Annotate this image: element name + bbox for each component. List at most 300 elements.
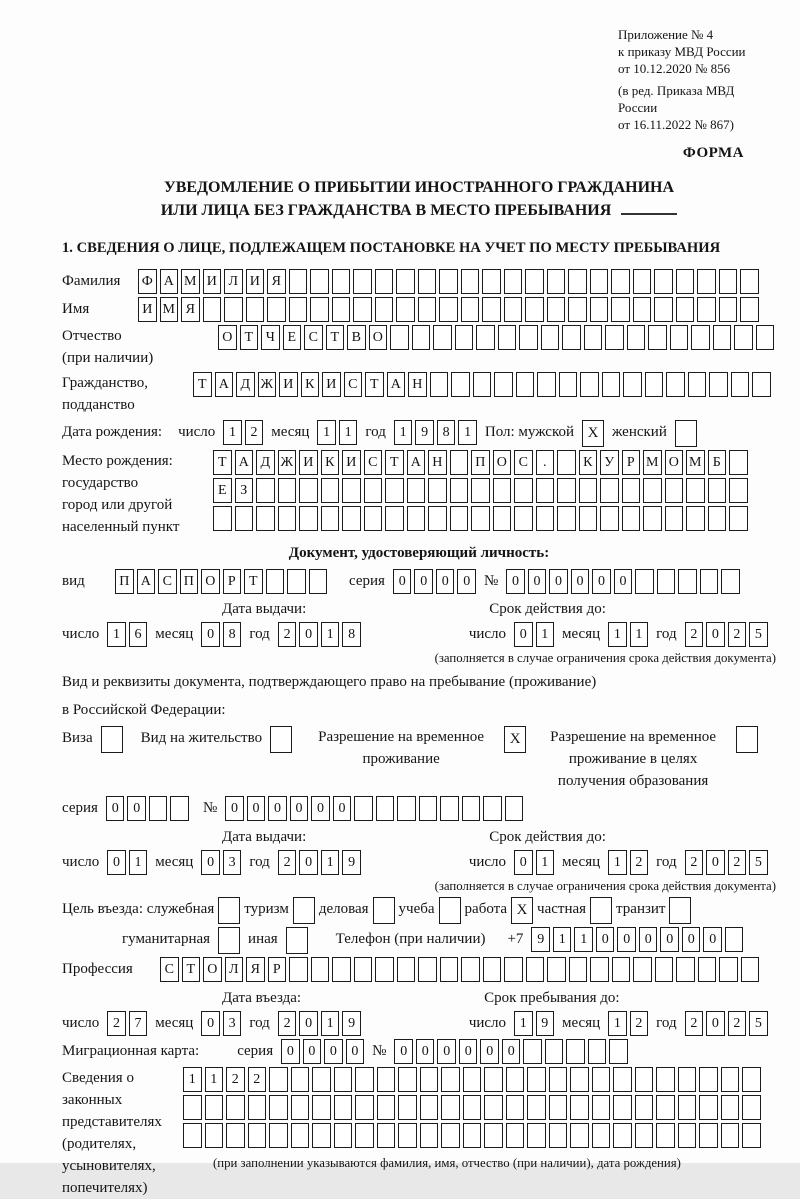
doc-valid-month-cell-1[interactable]: 1: [608, 622, 627, 647]
profession-cell-12[interactable]: [397, 957, 416, 982]
migration-card-number-cell-5[interactable]: 0: [480, 1039, 499, 1064]
legal-representatives-line3-cell-20[interactable]: [592, 1123, 611, 1148]
given-name-cell-8[interactable]: [289, 297, 308, 322]
legal-representatives-line1-cell-8[interactable]: [334, 1067, 353, 1092]
legal-representatives-line2-cell-24[interactable]: [678, 1095, 697, 1120]
legal-representatives-line1-cell-10[interactable]: [377, 1067, 396, 1092]
migration-card-number-cell-6[interactable]: 0: [502, 1039, 521, 1064]
given-name-cell-6[interactable]: [246, 297, 265, 322]
profession-cell-7[interactable]: [289, 957, 308, 982]
surname-cell-2[interactable]: А: [160, 269, 179, 294]
birth-place-line1-cell-6[interactable]: К: [321, 450, 340, 475]
permit-valid-month-cell-2[interactable]: 2: [630, 850, 649, 875]
given-name-cell-15[interactable]: [439, 297, 458, 322]
legal-representatives-line3-cell-17[interactable]: [527, 1123, 546, 1148]
legal-representatives-line1-cell-15[interactable]: [484, 1067, 503, 1092]
patronymic-cell-9[interactable]: [390, 325, 409, 350]
doc-type-cell-7[interactable]: Т: [244, 569, 263, 594]
legal-representatives-line3-cell-23[interactable]: [656, 1123, 675, 1148]
legal-representatives-line3-cell-15[interactable]: [484, 1123, 503, 1148]
citizenship-cell-22[interactable]: [645, 372, 664, 397]
legal-representatives-line2-cell-23[interactable]: [656, 1095, 675, 1120]
permit-number-cell-12[interactable]: [462, 796, 481, 821]
purpose-transit-checkbox[interactable]: [669, 897, 691, 924]
doc-type-cell-5[interactable]: О: [201, 569, 220, 594]
legal-representatives-line3-cell-4[interactable]: [248, 1123, 267, 1148]
birth-place-line1-cell-17[interactable]: [557, 450, 576, 475]
permit-valid-year-cell-1[interactable]: 2: [685, 850, 704, 875]
birth-place-line3-cell-6[interactable]: [321, 506, 340, 531]
migration-card-series-cell-1[interactable]: 0: [281, 1039, 300, 1064]
birth-place-line1-cell-18[interactable]: К: [579, 450, 598, 475]
birth-place-line3-cell-25[interactable]: [729, 506, 748, 531]
profession-cell-8[interactable]: [311, 957, 330, 982]
given-name-cell-27[interactable]: [697, 297, 716, 322]
citizenship-cell-10[interactable]: А: [387, 372, 406, 397]
legal-representatives-line2-cell-3[interactable]: [226, 1095, 245, 1120]
migration-card-series-cell-4[interactable]: 0: [346, 1039, 365, 1064]
permit-number-cell-2[interactable]: 0: [247, 796, 266, 821]
visa-checkbox[interactable]: [101, 726, 123, 753]
doc-series-cell-1[interactable]: 0: [393, 569, 412, 594]
doc-number-cell-2[interactable]: 0: [528, 569, 547, 594]
profession-cell-14[interactable]: [440, 957, 459, 982]
profession-cell-6[interactable]: Р: [268, 957, 287, 982]
birth-place-line2-cell-7[interactable]: [342, 478, 361, 503]
profession-cell-5[interactable]: Я: [246, 957, 265, 982]
temp-residence-education-checkbox[interactable]: [736, 726, 758, 753]
birth-place-line2-cell-23[interactable]: [686, 478, 705, 503]
purpose-private-checkbox[interactable]: [590, 897, 612, 924]
profession-cell-26[interactable]: [698, 957, 717, 982]
patronymic-cell-2[interactable]: Т: [240, 325, 259, 350]
surname-cell-10[interactable]: [332, 269, 351, 294]
legal-representatives-line1-cell-14[interactable]: [463, 1067, 482, 1092]
legal-representatives-line2-cell-16[interactable]: [506, 1095, 525, 1120]
patronymic-cell-13[interactable]: [476, 325, 495, 350]
citizenship-cell-26[interactable]: [731, 372, 750, 397]
legal-representatives-line2-cell-17[interactable]: [527, 1095, 546, 1120]
doc-number-cell-10[interactable]: [700, 569, 719, 594]
profession-cell-9[interactable]: [332, 957, 351, 982]
legal-representatives-line1-cell-27[interactable]: [742, 1067, 761, 1092]
legal-representatives-line3-cell-19[interactable]: [570, 1123, 589, 1148]
purpose-tourism-checkbox[interactable]: [293, 897, 315, 924]
phone-number-cell-1[interactable]: 9: [531, 927, 550, 952]
entry-month-cell-1[interactable]: 0: [201, 1011, 220, 1036]
purpose-work-checkbox[interactable]: X: [511, 897, 533, 924]
permit-valid-year-cell-2[interactable]: 0: [706, 850, 725, 875]
surname-cell-1[interactable]: Ф: [138, 269, 157, 294]
citizenship-cell-19[interactable]: [580, 372, 599, 397]
surname-cell-3[interactable]: М: [181, 269, 200, 294]
citizenship-cell-4[interactable]: Ж: [258, 372, 277, 397]
legal-representatives-line1-cell-6[interactable]: [291, 1067, 310, 1092]
patronymic-cell-8[interactable]: О: [369, 325, 388, 350]
birth-place-line1-cell-19[interactable]: У: [600, 450, 619, 475]
birth-place-line2-cell-22[interactable]: [665, 478, 684, 503]
stay-until-month-cell-2[interactable]: 2: [630, 1011, 649, 1036]
legal-representatives-line1-cell-18[interactable]: [549, 1067, 568, 1092]
doc-number-cell-11[interactable]: [721, 569, 740, 594]
permit-issue-year-cell-3[interactable]: 1: [321, 850, 340, 875]
given-name-cell-28[interactable]: [719, 297, 738, 322]
birth-place-line1-cell-10[interactable]: А: [407, 450, 426, 475]
legal-representatives-line1-cell-3[interactable]: 2: [226, 1067, 245, 1092]
phone-number-cell-9[interactable]: 0: [703, 927, 722, 952]
doc-valid-day-cell-1[interactable]: 0: [514, 622, 533, 647]
citizenship-cell-8[interactable]: С: [344, 372, 363, 397]
surname-cell-7[interactable]: Я: [267, 269, 286, 294]
birth-place-line2-cell-8[interactable]: [364, 478, 383, 503]
birth-year-cell-1[interactable]: 1: [394, 420, 413, 445]
permit-valid-day-cell-2[interactable]: 1: [536, 850, 555, 875]
doc-number-cell-8[interactable]: [657, 569, 676, 594]
legal-representatives-line2-cell-11[interactable]: [398, 1095, 417, 1120]
surname-cell-11[interactable]: [353, 269, 372, 294]
citizenship-cell-9[interactable]: Т: [365, 372, 384, 397]
patronymic-cell-3[interactable]: Ч: [261, 325, 280, 350]
doc-type-cell-1[interactable]: П: [115, 569, 134, 594]
doc-number-cell-9[interactable]: [678, 569, 697, 594]
permit-issue-year-cell-2[interactable]: 0: [299, 850, 318, 875]
birth-place-line1-cell-13[interactable]: П: [471, 450, 490, 475]
citizenship-cell-13[interactable]: [451, 372, 470, 397]
birth-place-line1-cell-11[interactable]: Н: [428, 450, 447, 475]
profession-cell-24[interactable]: [655, 957, 674, 982]
patronymic-cell-21[interactable]: [648, 325, 667, 350]
permit-number-cell-9[interactable]: [397, 796, 416, 821]
doc-type-cell-2[interactable]: А: [137, 569, 156, 594]
birth-place-line3-cell-2[interactable]: [235, 506, 254, 531]
citizenship-cell-11[interactable]: Н: [408, 372, 427, 397]
given-name-cell-3[interactable]: Я: [181, 297, 200, 322]
profession-cell-25[interactable]: [676, 957, 695, 982]
birth-place-line3-cell-15[interactable]: [514, 506, 533, 531]
legal-representatives-line2-cell-9[interactable]: [355, 1095, 374, 1120]
profession-cell-21[interactable]: [590, 957, 609, 982]
permit-number-cell-14[interactable]: [505, 796, 524, 821]
permit-number-cell-5[interactable]: 0: [311, 796, 330, 821]
surname-cell-12[interactable]: [375, 269, 394, 294]
surname-cell-19[interactable]: [525, 269, 544, 294]
legal-representatives-line1-cell-1[interactable]: 1: [183, 1067, 202, 1092]
phone-number-cell-7[interactable]: 0: [660, 927, 679, 952]
permit-series-cell-4[interactable]: [170, 796, 189, 821]
profession-cell-27[interactable]: [719, 957, 738, 982]
birth-place-line2-cell-4[interactable]: [278, 478, 297, 503]
stay-until-year-cell-2[interactable]: 0: [706, 1011, 725, 1036]
doc-valid-year-cell-2[interactable]: 0: [706, 622, 725, 647]
doc-issue-year-cell-4[interactable]: 8: [342, 622, 361, 647]
birth-place-line3-cell-21[interactable]: [643, 506, 662, 531]
patronymic-cell-10[interactable]: [412, 325, 431, 350]
legal-representatives-line2-cell-12[interactable]: [420, 1095, 439, 1120]
citizenship-cell-25[interactable]: [709, 372, 728, 397]
legal-representatives-line2-cell-26[interactable]: [721, 1095, 740, 1120]
legal-representatives-line2-cell-14[interactable]: [463, 1095, 482, 1120]
entry-day-cell-1[interactable]: 2: [107, 1011, 126, 1036]
given-name-cell-1[interactable]: И: [138, 297, 157, 322]
birth-year-cell-2[interactable]: 9: [415, 420, 434, 445]
birth-place-line3-cell-18[interactable]: [579, 506, 598, 531]
doc-valid-day-cell-2[interactable]: 1: [536, 622, 555, 647]
migration-card-number-cell-4[interactable]: 0: [459, 1039, 478, 1064]
surname-cell-4[interactable]: И: [203, 269, 222, 294]
birth-place-line2-cell-16[interactable]: [536, 478, 555, 503]
phone-number-cell-10[interactable]: [725, 927, 744, 952]
permit-number-cell-6[interactable]: 0: [333, 796, 352, 821]
patronymic-cell-17[interactable]: [562, 325, 581, 350]
doc-issue-year-cell-2[interactable]: 0: [299, 622, 318, 647]
legal-representatives-line2-cell-21[interactable]: [613, 1095, 632, 1120]
legal-representatives-line2-cell-6[interactable]: [291, 1095, 310, 1120]
birth-place-line2-cell-11[interactable]: [428, 478, 447, 503]
entry-year-cell-4[interactable]: 9: [342, 1011, 361, 1036]
surname-cell-18[interactable]: [504, 269, 523, 294]
citizenship-cell-21[interactable]: [623, 372, 642, 397]
patronymic-cell-12[interactable]: [455, 325, 474, 350]
migration-card-series-cell-3[interactable]: 0: [324, 1039, 343, 1064]
residence-permit-checkbox[interactable]: [270, 726, 292, 753]
patronymic-cell-5[interactable]: С: [304, 325, 323, 350]
given-name-cell-12[interactable]: [375, 297, 394, 322]
legal-representatives-line2-cell-13[interactable]: [441, 1095, 460, 1120]
profession-cell-13[interactable]: [418, 957, 437, 982]
patronymic-cell-16[interactable]: [541, 325, 560, 350]
birth-place-line2-cell-25[interactable]: [729, 478, 748, 503]
entry-year-cell-2[interactable]: 0: [299, 1011, 318, 1036]
permit-series-cell-1[interactable]: 0: [106, 796, 125, 821]
surname-cell-13[interactable]: [396, 269, 415, 294]
given-name-cell-19[interactable]: [525, 297, 544, 322]
legal-representatives-line3-cell-8[interactable]: [334, 1123, 353, 1148]
legal-representatives-line1-cell-5[interactable]: [269, 1067, 288, 1092]
citizenship-cell-6[interactable]: К: [301, 372, 320, 397]
surname-cell-27[interactable]: [697, 269, 716, 294]
stay-until-year-cell-4[interactable]: 5: [749, 1011, 768, 1036]
surname-cell-22[interactable]: [590, 269, 609, 294]
doc-issue-month-cell-2[interactable]: 8: [223, 622, 242, 647]
purpose-study-checkbox[interactable]: [439, 897, 461, 924]
legal-representatives-line1-cell-20[interactable]: [592, 1067, 611, 1092]
legal-representatives-line3-cell-12[interactable]: [420, 1123, 439, 1148]
legal-representatives-line3-cell-5[interactable]: [269, 1123, 288, 1148]
legal-representatives-line2-cell-18[interactable]: [549, 1095, 568, 1120]
doc-valid-year-cell-3[interactable]: 2: [728, 622, 747, 647]
surname-cell-24[interactable]: [633, 269, 652, 294]
profession-cell-11[interactable]: [375, 957, 394, 982]
citizenship-cell-5[interactable]: И: [279, 372, 298, 397]
birth-place-line1-cell-7[interactable]: И: [342, 450, 361, 475]
phone-number-cell-3[interactable]: 1: [574, 927, 593, 952]
citizenship-cell-23[interactable]: [666, 372, 685, 397]
phone-number-cell-5[interactable]: 0: [617, 927, 636, 952]
birth-place-line3-cell-4[interactable]: [278, 506, 297, 531]
birth-place-line3-cell-8[interactable]: [364, 506, 383, 531]
legal-representatives-line1-cell-19[interactable]: [570, 1067, 589, 1092]
migration-card-number-cell-3[interactable]: 0: [437, 1039, 456, 1064]
birth-place-line1-cell-23[interactable]: М: [686, 450, 705, 475]
citizenship-cell-18[interactable]: [559, 372, 578, 397]
doc-series-cell-3[interactable]: 0: [436, 569, 455, 594]
legal-representatives-line2-cell-5[interactable]: [269, 1095, 288, 1120]
legal-representatives-line1-cell-2[interactable]: 1: [205, 1067, 224, 1092]
legal-representatives-line1-cell-9[interactable]: [355, 1067, 374, 1092]
patronymic-cell-4[interactable]: Е: [283, 325, 302, 350]
permit-valid-year-cell-3[interactable]: 2: [728, 850, 747, 875]
birth-place-line3-cell-19[interactable]: [600, 506, 619, 531]
birth-place-line1-cell-12[interactable]: [450, 450, 469, 475]
migration-card-number-cell-8[interactable]: [545, 1039, 564, 1064]
stay-until-year-cell-1[interactable]: 2: [685, 1011, 704, 1036]
given-name-cell-9[interactable]: [310, 297, 329, 322]
birth-place-line1-cell-24[interactable]: Б: [708, 450, 727, 475]
citizenship-cell-3[interactable]: Д: [236, 372, 255, 397]
doc-issue-year-cell-1[interactable]: 2: [278, 622, 297, 647]
profession-cell-16[interactable]: [483, 957, 502, 982]
purpose-humanitarian-checkbox[interactable]: [218, 927, 240, 954]
profession-cell-23[interactable]: [633, 957, 652, 982]
birth-place-line3-cell-9[interactable]: [385, 506, 404, 531]
entry-month-cell-2[interactable]: 3: [223, 1011, 242, 1036]
phone-number-cell-2[interactable]: 1: [553, 927, 572, 952]
legal-representatives-line3-cell-21[interactable]: [613, 1123, 632, 1148]
legal-representatives-line2-cell-19[interactable]: [570, 1095, 589, 1120]
birth-place-line1-cell-20[interactable]: Р: [622, 450, 641, 475]
phone-number-cell-8[interactable]: 0: [682, 927, 701, 952]
permit-valid-year-cell-4[interactable]: 5: [749, 850, 768, 875]
given-name-cell-17[interactable]: [482, 297, 501, 322]
surname-cell-25[interactable]: [654, 269, 673, 294]
given-name-cell-21[interactable]: [568, 297, 587, 322]
legal-representatives-line1-cell-13[interactable]: [441, 1067, 460, 1092]
permit-number-cell-7[interactable]: [354, 796, 373, 821]
given-name-cell-10[interactable]: [332, 297, 351, 322]
birth-place-line2-cell-12[interactable]: [450, 478, 469, 503]
legal-representatives-line2-cell-22[interactable]: [635, 1095, 654, 1120]
profession-cell-20[interactable]: [569, 957, 588, 982]
stay-until-day-cell-2[interactable]: 9: [536, 1011, 555, 1036]
doc-number-cell-1[interactable]: 0: [506, 569, 525, 594]
legal-representatives-line1-cell-21[interactable]: [613, 1067, 632, 1092]
legal-representatives-line3-cell-24[interactable]: [678, 1123, 697, 1148]
doc-issue-day-cell-2[interactable]: 6: [129, 622, 148, 647]
birth-place-line3-cell-22[interactable]: [665, 506, 684, 531]
permit-valid-month-cell-1[interactable]: 1: [608, 850, 627, 875]
birth-place-line3-cell-12[interactable]: [450, 506, 469, 531]
birth-day-cell-2[interactable]: 2: [245, 420, 264, 445]
patronymic-cell-19[interactable]: [605, 325, 624, 350]
doc-type-cell-4[interactable]: П: [180, 569, 199, 594]
doc-issue-month-cell-1[interactable]: 0: [201, 622, 220, 647]
migration-card-number-cell-1[interactable]: 0: [394, 1039, 413, 1064]
given-name-cell-24[interactable]: [633, 297, 652, 322]
legal-representatives-line3-cell-16[interactable]: [506, 1123, 525, 1148]
purpose-official-checkbox[interactable]: [218, 897, 240, 924]
given-name-cell-18[interactable]: [504, 297, 523, 322]
given-name-cell-26[interactable]: [676, 297, 695, 322]
legal-representatives-line3-cell-6[interactable]: [291, 1123, 310, 1148]
phone-number-cell-6[interactable]: 0: [639, 927, 658, 952]
surname-cell-23[interactable]: [611, 269, 630, 294]
given-name-cell-2[interactable]: М: [160, 297, 179, 322]
gender-female-checkbox[interactable]: [675, 420, 697, 447]
citizenship-cell-1[interactable]: Т: [193, 372, 212, 397]
citizenship-cell-24[interactable]: [688, 372, 707, 397]
permit-number-cell-1[interactable]: 0: [225, 796, 244, 821]
birth-place-line2-cell-9[interactable]: [385, 478, 404, 503]
migration-card-number-cell-11[interactable]: [609, 1039, 628, 1064]
profession-cell-2[interactable]: Т: [182, 957, 201, 982]
legal-representatives-line1-cell-26[interactable]: [721, 1067, 740, 1092]
birth-place-line2-cell-13[interactable]: [471, 478, 490, 503]
surname-cell-29[interactable]: [740, 269, 759, 294]
surname-cell-5[interactable]: Л: [224, 269, 243, 294]
legal-representatives-line3-cell-1[interactable]: [183, 1123, 202, 1148]
doc-type-cell-6[interactable]: Р: [223, 569, 242, 594]
doc-series-cell-4[interactable]: 0: [457, 569, 476, 594]
entry-year-cell-1[interactable]: 2: [278, 1011, 297, 1036]
birth-place-line2-cell-19[interactable]: [600, 478, 619, 503]
legal-representatives-line3-cell-11[interactable]: [398, 1123, 417, 1148]
doc-number-cell-3[interactable]: 0: [549, 569, 568, 594]
patronymic-cell-1[interactable]: О: [218, 325, 237, 350]
migration-card-number-cell-9[interactable]: [566, 1039, 585, 1064]
given-name-cell-16[interactable]: [461, 297, 480, 322]
legal-representatives-line3-cell-22[interactable]: [635, 1123, 654, 1148]
birth-place-line1-cell-5[interactable]: И: [299, 450, 318, 475]
phone-number-cell-4[interactable]: 0: [596, 927, 615, 952]
surname-cell-16[interactable]: [461, 269, 480, 294]
surname-cell-21[interactable]: [568, 269, 587, 294]
citizenship-cell-16[interactable]: [516, 372, 535, 397]
doc-valid-year-cell-1[interactable]: 2: [685, 622, 704, 647]
given-name-cell-5[interactable]: [224, 297, 243, 322]
legal-representatives-line3-cell-14[interactable]: [463, 1123, 482, 1148]
patronymic-cell-24[interactable]: [713, 325, 732, 350]
legal-representatives-line1-cell-12[interactable]: [420, 1067, 439, 1092]
citizenship-cell-7[interactable]: И: [322, 372, 341, 397]
legal-representatives-line1-cell-16[interactable]: [506, 1067, 525, 1092]
patronymic-cell-20[interactable]: [627, 325, 646, 350]
patronymic-cell-22[interactable]: [670, 325, 689, 350]
purpose-other-checkbox[interactable]: [286, 927, 308, 954]
birth-place-line2-cell-24[interactable]: [708, 478, 727, 503]
citizenship-cell-12[interactable]: [430, 372, 449, 397]
birth-place-line2-cell-15[interactable]: [514, 478, 533, 503]
legal-representatives-line2-cell-4[interactable]: [248, 1095, 267, 1120]
birth-place-line3-cell-10[interactable]: [407, 506, 426, 531]
permit-number-cell-10[interactable]: [419, 796, 438, 821]
legal-representatives-line1-cell-4[interactable]: 2: [248, 1067, 267, 1092]
given-name-cell-7[interactable]: [267, 297, 286, 322]
legal-representatives-line3-cell-10[interactable]: [377, 1123, 396, 1148]
birth-place-line2-cell-17[interactable]: [557, 478, 576, 503]
surname-cell-8[interactable]: [289, 269, 308, 294]
profession-cell-19[interactable]: [547, 957, 566, 982]
surname-cell-28[interactable]: [719, 269, 738, 294]
temp-residence-checkbox[interactable]: X: [504, 726, 526, 753]
given-name-cell-20[interactable]: [547, 297, 566, 322]
birth-place-line3-cell-5[interactable]: [299, 506, 318, 531]
legal-representatives-line3-cell-18[interactable]: [549, 1123, 568, 1148]
doc-number-cell-4[interactable]: 0: [571, 569, 590, 594]
permit-issue-month-cell-2[interactable]: 3: [223, 850, 242, 875]
given-name-cell-13[interactable]: [396, 297, 415, 322]
patronymic-cell-25[interactable]: [734, 325, 753, 350]
birth-place-line3-cell-14[interactable]: [493, 506, 512, 531]
